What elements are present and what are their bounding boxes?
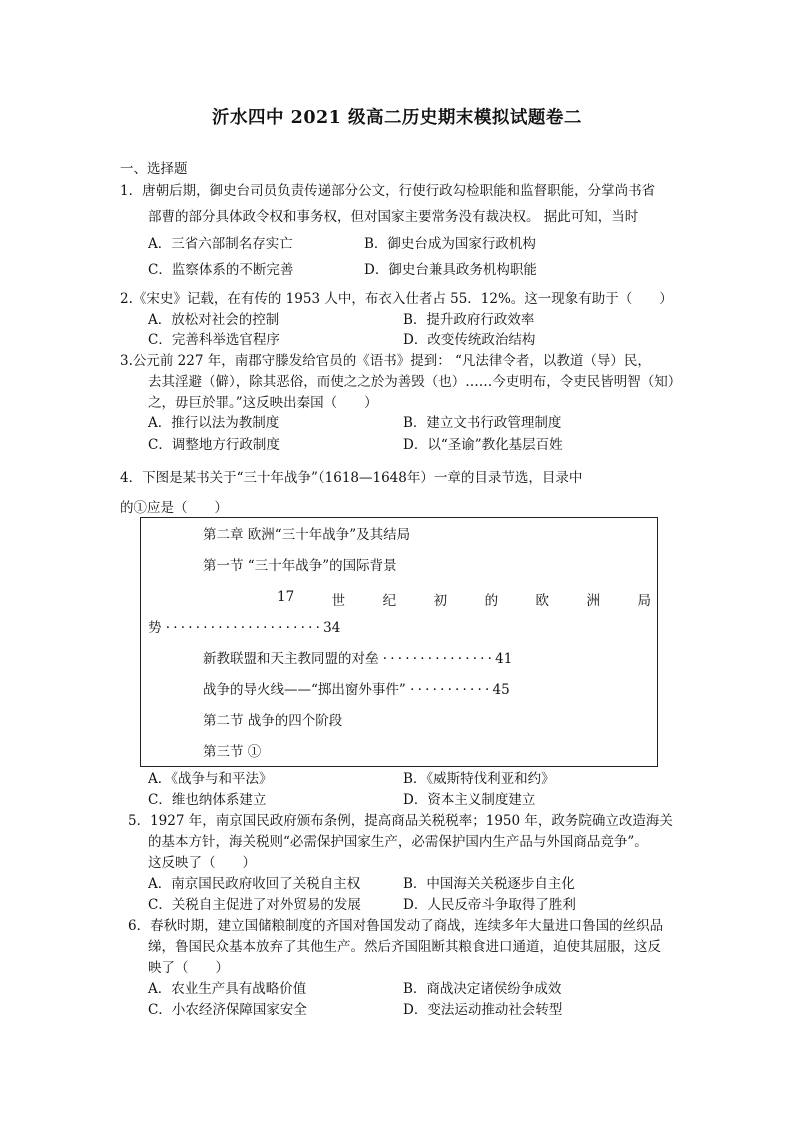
toc-item-1-word: 欧 [535,593,550,609]
toc-item-1-word: 洲 [586,593,600,609]
q3-stem-line1: 3.公元前 227 年，南郡守滕发给官员的《语书》提到： “凡法律令者，以教道（导）民， [120,353,651,369]
q3-option-c: C．调整地方行政制度 [148,437,280,453]
q2-option-d: D．改变传统政治结构 [403,332,536,348]
q2-stem-line1: 2.《宋史》记载，在有传的 1953 人中，布衣入仕者占 55．12%。这一现象有助于（ ） [120,291,673,307]
q4-option-a: A．《战争与和平法》 [148,771,273,787]
q6-stem-line2: 绨，鲁国民众基本放弃了其他生产。然后齐国阻断其粮食进口通道，迫使其屈服，这反 [148,939,661,955]
toc-item-3 [203,681,510,699]
q1-option-a: A．三省六部制名存实亡 [148,236,293,252]
toc-item-1-words [277,589,651,609]
q6-option-b: B．商战决定诸侯纷争成效 [403,981,562,997]
toc-item-1-tail-text: 势 [148,620,162,636]
q5-stem-line3: 这反映了（ ） [148,855,256,871]
q3-option-a: A．推行以法为教制度 [148,415,280,431]
toc-item-1-page: 34 [323,620,341,636]
q5-option-a: A．南京国民政府收回了关税自主权 [148,876,361,892]
q6-stem-line3: 映了（ ） [148,960,229,976]
toc-item-1-tail [148,619,340,637]
toc-chapter-title: 第二章 欧洲“三十年战争”及其结局 [203,527,411,543]
toc-item-3-leader-dots: ··········· [410,682,493,698]
toc-section-2: 第二节 战争的四个阶段 [203,713,343,729]
q4-option-d: D．资本主义制度建立 [403,792,536,808]
toc-item-3-text: 战争的导火线——“掷出窗外事件” [203,682,406,698]
q5-option-b: B．中国海关关税逐步自主化 [403,876,575,892]
toc-item-2 [203,650,512,668]
toc-item-2-page: 41 [495,651,513,667]
q1-option-d: D．御史台兼具政务机构职能 [364,262,537,278]
q2-option-c: C．完善科举选官程序 [148,332,280,348]
q5-option-c: C．关税自主促进了对外贸易的发展 [148,897,361,913]
q6-option-c: C．小农经济保障国家安全 [148,1002,307,1018]
q6-option-d: D．变法运动推动社会转型 [403,1002,563,1018]
q2-option-b: B．提升政府行政效率 [403,312,535,328]
toc-item-1-word: 纪 [382,593,397,609]
toc-section-3: 第三节 ① [203,744,262,760]
toc-item-1-leader-dots: ····················· [165,620,324,636]
q4-stem-line1: 4．下图是某书关于“三十年战争”（1618—1648年）一章的目录节选，目录中 [120,470,583,486]
q4-stem-line2: 的①应是（ ） [120,500,228,516]
q4-option-b: B．《威斯特伐利亚和约》 [403,771,555,787]
q3-option-b: B．建立文书行政管理制度 [403,415,562,431]
toc-item-2-leader-dots: ··············· [382,651,496,667]
q1-option-b: B．御史台成为国家行政机构 [364,236,536,252]
q5-stem-line2: 的基本方针，海关税则“必需保护国家生产，必需保护国内生产品与外国商品竞争”。 [148,834,648,850]
toc-item-1-word: 17 [277,589,295,605]
q2-option-a: A．放松对社会的控制 [148,312,280,328]
q3-stem-line2: 去其淫避（僻），除其恶俗，而使之之於为善毁（也）……今吏明布，令吏民皆明智（知） [148,374,682,390]
toc-section-1: 第一节 “三十年战争”的国际背景 [203,558,397,574]
q4-option-c: C．维也纳体系建立 [148,792,267,808]
toc-item-1-word: 局 [637,593,651,609]
q5-option-d: D．人民反帝斗争取得了胜利 [403,897,576,913]
q1-stem-line2: 部曹的部分具体政令权和事务权，但对国家主要常务没有裁决权。 据此可知，当时 [148,209,639,225]
q6-stem-line1: 6．春秋时期，建立国储粮制度的齐国对鲁国发动了商战，连续多年大量进口鲁国的丝织品 [128,918,664,934]
exam-title: 沂水四中 2021 级高二历史期末模拟试题卷二 [212,108,582,128]
q3-stem-line3: 之，毋巨於罪。”这反映出秦国（ ） [148,395,378,411]
section-heading: 一、选择题 [120,161,188,177]
q1-option-c: C．监察体系的不断完善 [148,262,294,278]
toc-item-1-word: 的 [484,593,499,609]
toc-item-2-text: 新教联盟和天主教同盟的对垒 [203,651,379,667]
toc-item-1-word: 初 [433,593,448,609]
toc-item-1-word: 世 [331,593,346,609]
q3-option-d: D．以“圣谕”教化基层百姓 [403,437,563,453]
q1-stem-line1: 1．唐朝后期，御史台司员负责传递部分公文，行使行政勾检职能和监督职能，分掌尚书省 [120,183,656,199]
q5-stem-line1: 5．1927 年，南京国民政府颁布条例，提高商品关税税率；1950 年，政务院确立改造海关 [128,813,673,829]
q6-option-a: A．农业生产具有战略价值 [148,981,307,997]
toc-item-3-page: 45 [492,682,510,698]
